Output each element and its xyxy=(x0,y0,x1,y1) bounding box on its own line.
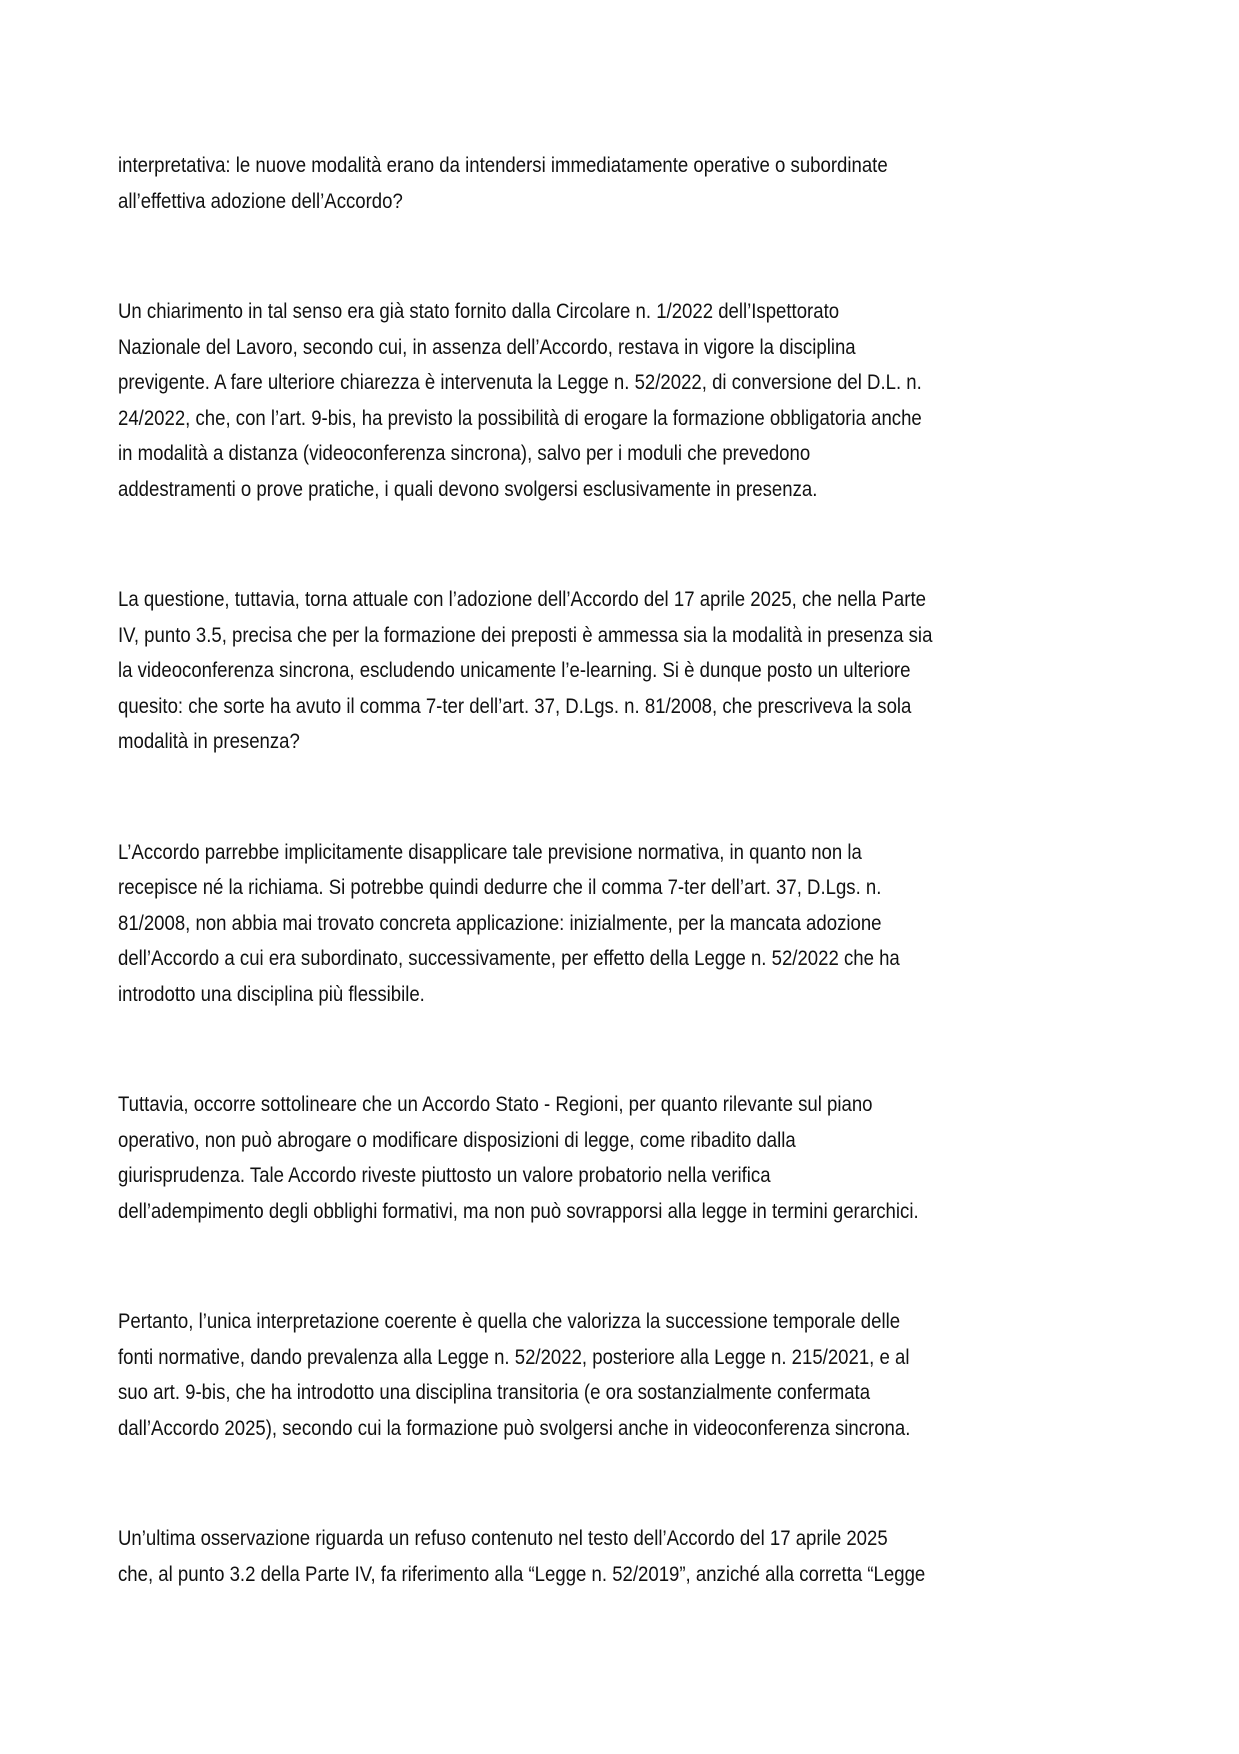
text-line: che, al punto 3.2 della Parte IV, fa riferimento alla “Legge n. 52/2019”, anziché alla corretta “Legge xyxy=(118,1562,926,1586)
text-line: 24/2022, che, con l’art. 9-bis, ha previsto la possibilità di erogare la formazione obbligatoria anche xyxy=(118,406,922,430)
text-line: Un’ultima osservazione riguarda un refuso contenuto nel testo dell’Accordo del 17 aprile 2025 xyxy=(118,1527,888,1550)
text-line: recepisce né la richiama. Si potrebbe quindi dedurre che il comma 7-ter dell’art. 37, D.Lgs. n. xyxy=(118,876,882,899)
text-line: Un chiarimento in tal senso era già stato fornito dalla Circolare n. 1/2022 dell’Ispettorato xyxy=(118,300,840,323)
text-line: 81/2008, non abbia mai trovato concreta applicazione: inizialmente, per la mancata adozione xyxy=(118,911,882,935)
paragraph-typo-observation xyxy=(118,1521,1128,1592)
paragraph-interpretation-question xyxy=(118,148,1128,219)
text-line: fonti normative, dando prevalenza alla Legge n. 52/2022, posteriore alla Legge n. 215/2021, e al xyxy=(118,1345,910,1369)
paragraph-coherent-interpretation xyxy=(118,1304,1128,1446)
text-line: Tuttavia, occorre sottolineare che un Accordo Stato - Regioni, per quanto rilevante sul piano xyxy=(118,1093,873,1116)
text-line: La questione, tuttavia, torna attuale con l’adozione dell’Accordo del 17 aprile 2025, che nella Parte xyxy=(118,588,926,611)
text-line: in modalità a distanza (videoconferenza sincrona), salvo per i moduli che prevedono xyxy=(118,442,811,465)
text-line: L’Accordo parrebbe implicitamente disapplicare tale previsione normativa, in quanto non la xyxy=(118,840,862,864)
text-line: operativo, non può abrogare o modificare disposizioni di legge, come ribadito dalla xyxy=(118,1128,796,1152)
document-page xyxy=(118,148,1128,1667)
text-line: quesito: che sorte ha avuto il comma 7-ter dell’art. 37, D.Lgs. n. 81/2008, che prescriveva la sola xyxy=(118,694,912,718)
paragraph-accordo-2025-question xyxy=(118,582,1128,760)
text-line: previgente. A fare ulteriore chiarezza è intervenuta la Legge n. 52/2022, di conversione del D.L. n. xyxy=(118,371,922,394)
text-line: introdotto una disciplina più flessibile. xyxy=(118,982,425,1006)
text-line: giurisprudenza. Tale Accordo riveste piuttosto un valore probatorio nella verifica xyxy=(118,1164,771,1187)
text-line: IV, punto 3.5, precisa che per la formazione dei preposti è ammessa sia la modalità in presenza sia xyxy=(118,623,933,647)
text-line: suo art. 9-bis, che ha introdotto una disciplina transitoria (e ora sostanzialmente confermata xyxy=(118,1381,871,1404)
text-line: dell’adempimento degli obblighi formativi, ma non può sovrapporsi alla legge in termini gerarchici. xyxy=(118,1199,919,1223)
paragraph-hierarchy-of-sources xyxy=(118,1087,1128,1229)
paragraph-implicit-disapplication xyxy=(118,835,1128,1013)
text-line: addestramenti o prove pratiche, i quali devono svolgersi esclusivamente in presenza. xyxy=(118,477,818,501)
text-line: modalità in presenza? xyxy=(118,730,300,753)
text-line: la videoconferenza sincrona, escludendo unicamente l’e-learning. Si è dunque posto un ulteriore xyxy=(118,659,911,682)
text-line: Nazionale del Lavoro, secondo cui, in assenza dell’Accordo, restava in vigore la disciplina xyxy=(118,335,856,359)
paragraph-circolare-clarification xyxy=(118,294,1128,507)
text-line: dell’Accordo a cui era subordinato, successivamente, per effetto della Legge n. 52/2022 che ha xyxy=(118,947,900,970)
text-line: Pertanto, l’unica interpretazione coerente è quella che valorizza la successione temporale delle xyxy=(118,1310,901,1333)
text-line: interpretativa: le nuove modalità erano da intendersi immediatamente operative o subordinate xyxy=(118,154,888,177)
text-line: all’effettiva adozione dell’Accordo? xyxy=(118,189,403,213)
text-line: dall’Accordo 2025), secondo cui la formazione può svolgersi anche in videoconferenza sincrona. xyxy=(118,1416,911,1440)
